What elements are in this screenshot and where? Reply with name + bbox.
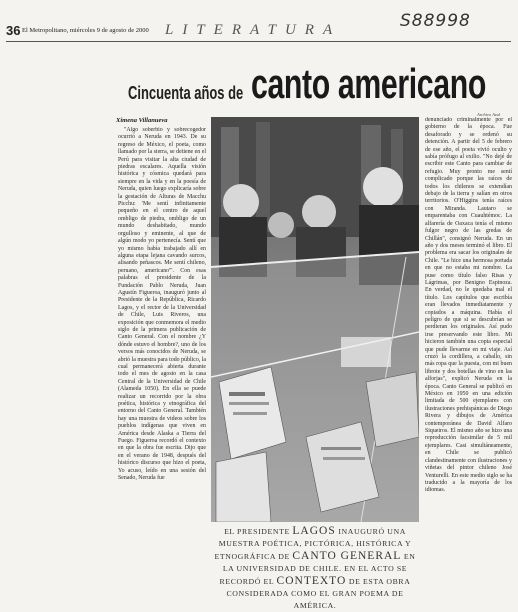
caption-text-1: EL PRESIDENTE bbox=[224, 527, 290, 536]
article-text-col3: denunciado criminalmente por el gobierno de la época. Fue desaforado y se ordenó su detención. A partir del 5 de febrero de ese año, el poeta vivió oculto y sabía prófugo al exilio. "No dejé de escribir este Canto para cambiar de refugio. Muy pronto me sentí complicado porque las raíces de todos los chilenos se extendían debajo de la tierra y salían en otros territorios. O'Higgins tenía raíces con Miranda. Lautaro se emparentaba con Cuauhtémoc. La alfarería de Oaxaca tenía el mismo fulgor negro de las gredas de Chillán", consignó Neruda. En un año y dos meses terminó el libro. El problema era sacar los originales de Chile. "Le hice una hermosa portada en que no estaba mi nombre. La puse como título falso Risas y Lágrimas, por Benigno Espinoza. En verdad, no le quedaba mal el título. Los capítulos que escribía eran llevados inmediatamente y copiados a máquina. Había el peligro de que si se descubrían se perdieran los originales. Así pudo irse preservando este libro. Mi hicieron también una copia especial que pude llevarme en mi viaje. Así cruzó la cordillera, a caballo, sin más ropa que la puesta, con mi buen librote y dos botellas de vino en las alforjas", explicó Neruda en la época. Canto General se publicó en México en 1950 en una edición limitada de 500 ejemplares con ilustraciones prehispánicas de Diego Rivera y dibujos de América contemporánea de David Alfaro Siqueiros. El mismo año se hizo una reproducción facsimilar de 5 mil ejemplares. Casi simultáneamente, en Chile se publicó clandestinamente con ilustraciones y viñetas del pintor chileno José Venturelli. En este medio siglo se ha traducido a la mayoría de los idiomas. bbox=[425, 117, 512, 494]
article-column-1 bbox=[118, 127, 206, 597]
page-number: 36 bbox=[6, 23, 21, 38]
caption-text-4: DE ESTA OBRA CONSIDERADA COMO EL GRAN POEMA DE AMÉRICA. bbox=[226, 577, 411, 610]
headline-small: Cincuenta años de bbox=[128, 83, 244, 103]
byline: Ximena Villanueva bbox=[116, 117, 168, 124]
article-column-3 bbox=[425, 117, 512, 597]
header-rule bbox=[6, 41, 511, 42]
publication-date: El Metropolitano, miércoles 9 de agosto de 2000 bbox=[22, 27, 149, 34]
photo-exhibition bbox=[211, 117, 419, 522]
section-title: LITERATURA bbox=[165, 22, 342, 38]
caption-lagos: LAGOS bbox=[292, 525, 336, 537]
headline-big: canto americano bbox=[251, 60, 486, 107]
photo-illustration bbox=[211, 117, 419, 522]
photo-credit: Archivo Azul bbox=[477, 112, 501, 117]
caption-text-2: INAUGURÓ UNA MUESTRA POÉTICA, PICTÓRICA, HISTÓRICA Y ETNOGRÁFICA DE bbox=[214, 527, 412, 561]
article-text-col1: "Algo soberbio y sobrecogedor ocurrió a Neruda en 1943. De su regreso de México, el poeta, como llamado por la sierra, se detiene en el Perú para visitar la alta ciudad de piedras escalares. Aquella visión histórica y cósmica quedará para siempre en la vida y en la poesía de Neruda, quien luego explicaría sobre la gestación de Alturas de Macchu Picchu: 'Me sentí infinitamente pequeño en el centro de aquel ombligo de piedra, ombligo de un mundo deshabitado, mundo orgulloso y eminente, al que de algún modo yo pertenecía. Sentí que yo mismo había trabajado allí en alguna etapa lejana cavando surcos, alisando peñascos. Me sentí chileno, peruano, americano'". Con esas palabras el presidente de la Fundación Pablo Neruda, Juan Agustín Figueroa, inauguró junto al Presidente de la República, Ricardo Lagos, y el rector de la Universidad de Chile, Luis Riveros, una exposición que conmemora el medio siglo de la primera publicación de Canto General. Con el nombre ¿Y dónde estuvo el hombre?, uno de los versos más conocidos de Neruda, se abrió la muestra para todo público, la cual permanecerá abierta durante todo el mes de agosto en la casa Central de la Universidad de Chile (Alameda 1050). En ella se puede realizar un recorrido por la obra poética, histórica y etnográfica del entorno del Canto General. También hay una muestra de videos sobre los pueblos indígenas que viven en América desde Alaska a Tierra del Fuego. Figueroa recordó el contexto en que la obra fue escrita. Dijo que en el verano de 1948, después del histórico discurso que hizo el poeta, Yo acuso, leído en una sesión del Senado, Neruda fue bbox=[118, 127, 206, 482]
handwritten-number: S88998 bbox=[400, 11, 471, 31]
caption-canto-general: CANTO GENERAL bbox=[292, 550, 402, 562]
photo-caption bbox=[211, 525, 419, 612]
caption-text-3: EN LA UNIVERSIDAD DE CHILE. EN EL ACTO SE RECORDÓ EL bbox=[219, 552, 416, 586]
caption-contexto: CONTEXTO bbox=[276, 575, 347, 587]
